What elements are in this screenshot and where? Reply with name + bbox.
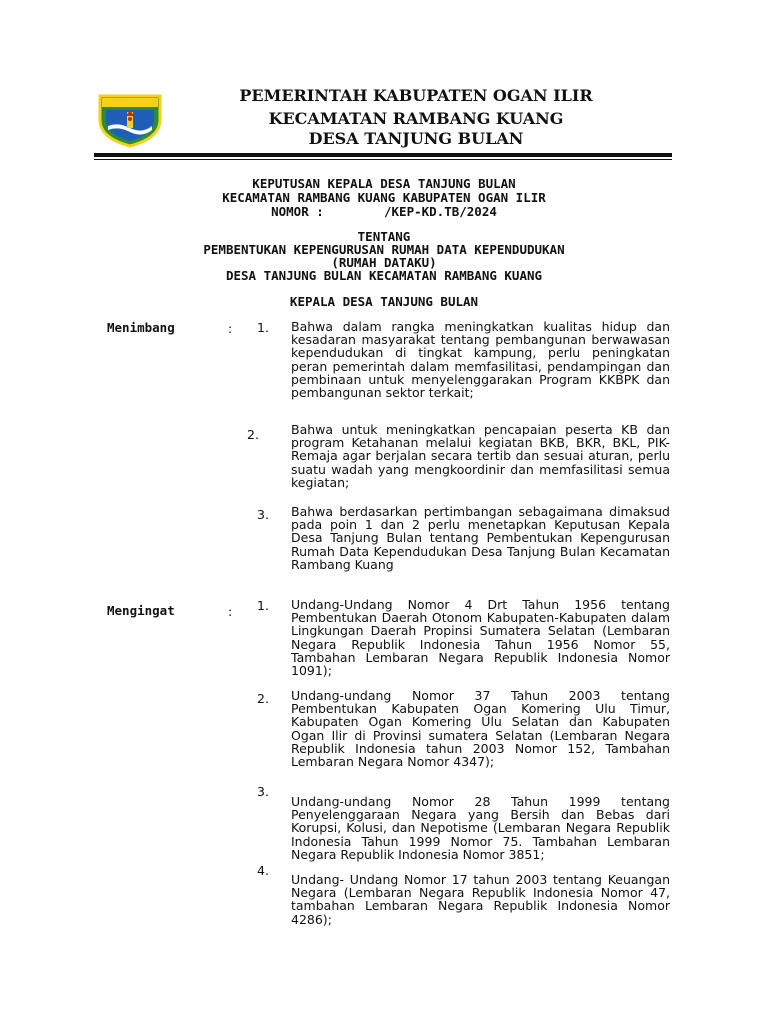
letterhead-divider-thin <box>94 159 672 160</box>
decree-number: NOMOR : /KEP-KD.TB/2024 <box>271 204 497 219</box>
menimbang-colon: : <box>228 321 233 336</box>
village-name: DESA TANJUNG BULAN <box>308 129 524 148</box>
mengingat-item-text: Undang-undang Nomor 28 Tahun 1999 tentang Penyelenggaraan Negara yang Bersih dan Bebas dari Korupsi, Kolusi, dan Nepotisme (Lembaran Negara Republik Indonesia Tahun 1999 Nomor 75. Tambahan Lembaran Negara Republik Indonesia Nomor 3851; <box>291 794 670 862</box>
menimbang-label: Menimbang <box>107 320 175 335</box>
menimbang-item-number: 2. <box>247 427 259 442</box>
mengingat-item-text: Undang-undang Nomor 37 Tahun 2003 tentang Pembentukan Kabupaten Ogan Komering Ulu Timur, Kabupaten Ogan Komering Ulu Selatan dan Kabupaten Ogan Ilir di Provinsi sumatera Selatan (Lembaran Negara Republik Indonesia tahun 2003 Nomor 152, Tambahan Lembaran Negara Nomor 4347); <box>291 688 670 770</box>
issuer-heading: KEPALA DESA TANJUNG BULAN <box>289 294 479 309</box>
mengingat-item-number: 2. <box>257 691 269 706</box>
mengingat-label: Mengingat <box>107 603 175 618</box>
mengingat-item-number: 1. <box>257 598 269 613</box>
menimbang-item-number: 3. <box>257 507 269 522</box>
mengingat-item-text: Undang-Undang Nomor 4 Drt Tahun 1956 tentang Pembentukan Daerah Otonom Kabupaten-Kabupaten dalam Lingkungan Daerah Propinsi Sumatera Selatan (Lembaran Negara Republik Indonesia Tahun 1956 Nomor 55, Tambahan Lembaran Negara Republik Indonesia Nomor 1091); <box>291 597 670 679</box>
about-heading: TENTANG <box>357 229 411 244</box>
letterhead <box>0 0 768 160</box>
mengingat-item-number: 4. <box>257 863 269 878</box>
decree-title-line1: KEPUTUSAN KEPALA DESA TANJUNG BULAN <box>252 176 516 191</box>
mengingat-item-number: 3. <box>257 784 269 799</box>
menimbang-item-number: 1. <box>257 320 269 335</box>
government-name: PEMERINTAH KABUPATEN OGAN ILIR <box>239 86 593 105</box>
subject-line3: DESA TANJUNG BULAN KECAMATAN RAMBANG KUANG <box>225 268 543 283</box>
district-name: KECAMATAN RAMBANG KUANG <box>268 109 564 128</box>
menimbang-item-text: Bahwa untuk meningkatkan pencapaian peserta KB dan program Ketahanan melalui kegiatan BKB, BKR, BKL, PIK-Remaja agar berjalan secara tertib dan sesuai aturan, perlu suatu wadah yang mengkoordinir dan memfasilitasi semua kegiatan; <box>291 422 670 490</box>
menimbang-item-text: Bahwa berdasarkan pertimbangan sebagaimana dimaksud pada poin 1 dan 2 perlu menetapkan Keputusan Kepala Desa Tanjung Bulan tentang Pembentukan Kepengurusan Rumah Data Kependudukan Desa Tanjung Bulan Kecamatan Rambang Kuang <box>291 504 670 572</box>
mengingat-item-text: Undang- Undang Nomor 17 tahun 2003 tentang Keuangan Negara (Lembaran Negara Republik Indonesia Nomor 47, tambahan Lembaran Negara Republik Indonesia Nomor 4286); <box>291 872 670 927</box>
subject-line1: PEMBENTUKAN KEPENGURUSAN RUMAH DATA KEPENDUDUKAN <box>203 242 565 257</box>
menimbang-item-text: Bahwa dalam rangka meningkatkan kualitas hidup dan kesadaran masyarakat tentang pembangunan berwawasan kependudukan di tingkat kampung, perlu peningkatan peran pemerintah dalam memfasilitasi, pendampingan dan pembinaan untuk menyelenggarakan Program KKBPK dan pembangunan sektor terkait; <box>291 319 670 401</box>
subject-line2: (RUMAH DATAKU) <box>331 255 437 270</box>
letterhead-divider <box>94 153 672 157</box>
decree-title-line2: KECAMATAN RAMBANG KUANG KABUPATEN OGAN ILIR <box>222 190 546 205</box>
mengingat-colon: : <box>228 604 233 619</box>
